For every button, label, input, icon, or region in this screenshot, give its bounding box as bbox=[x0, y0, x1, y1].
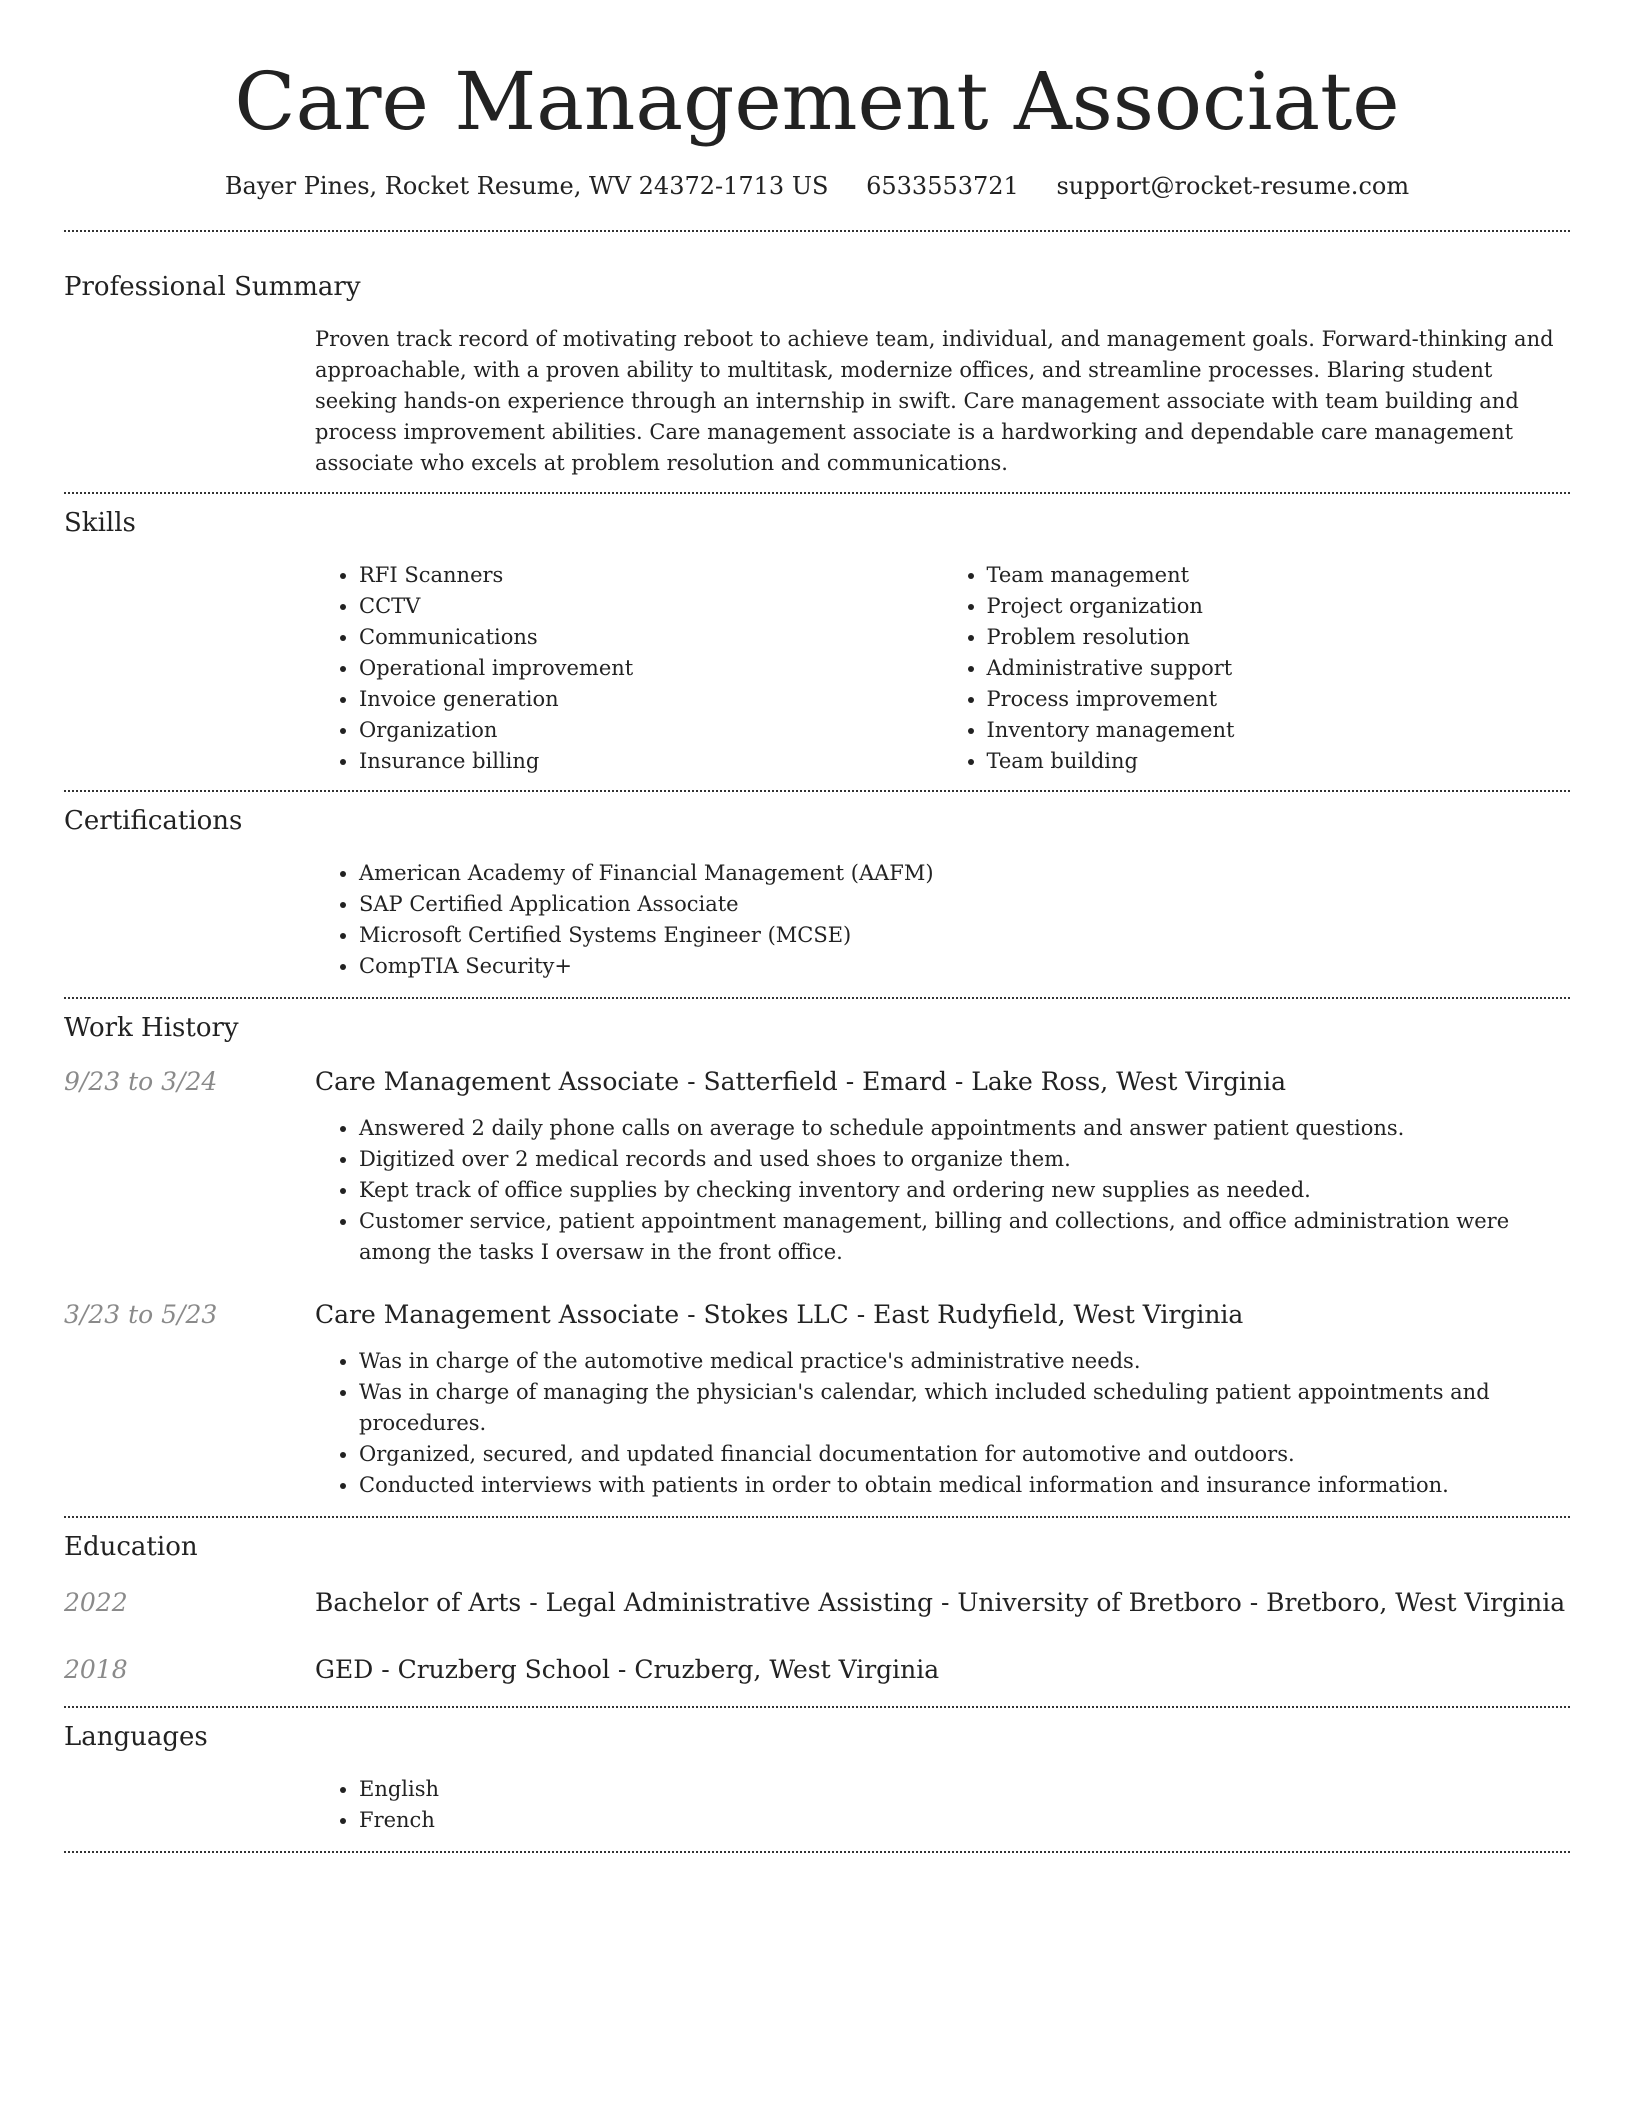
job-title: Care Management Associate - Satterfield - Emard - Lake Ross, West Virginia bbox=[315, 1067, 1286, 1096]
certifications-list bbox=[315, 858, 1570, 982]
skill-item: • Insurance billing bbox=[359, 746, 943, 777]
languages-section bbox=[64, 1708, 1570, 1836]
job-date: 3/23 to 5/23 bbox=[64, 1300, 218, 1329]
candidate-name: Care Management Associate bbox=[234, 55, 1400, 148]
skill-item: • Operational improvement bbox=[359, 653, 943, 684]
job-bullet: • Digitized over 2 medical records and used shoes to organize them. bbox=[359, 1144, 1570, 1175]
job-bullet: • Kept track of office supplies by checking inventory and ordering new supplies as needed. bbox=[359, 1175, 1570, 1206]
job-date: 9/23 to 3/24 bbox=[64, 1067, 218, 1096]
language-item: • English bbox=[359, 1774, 1570, 1805]
skill-item: • Team management bbox=[987, 560, 1571, 591]
skill-item: • Communications bbox=[359, 622, 943, 653]
section-title-education: Education bbox=[64, 1532, 198, 1562]
skills-grid bbox=[315, 560, 1570, 777]
job-bullet: • Was in charge of the automotive medical practice's administrative needs. bbox=[359, 1346, 1570, 1377]
skill-item: • CCTV bbox=[359, 591, 943, 622]
section-title-summary: Professional Summary bbox=[64, 272, 361, 302]
section-title-certifications: Certifications bbox=[64, 806, 243, 836]
language-item: • French bbox=[359, 1805, 1570, 1836]
job-bullet: • Answered 2 daily phone calls on average to schedule appointments and answer patient questions. bbox=[359, 1113, 1570, 1144]
education-title: GED - Cruzberg School - Cruzberg, West Virginia bbox=[315, 1655, 940, 1684]
job-bullet: • Customer service, patient appointment management, billing and collections, and office administration were among the tasks I oversaw in the front office. bbox=[359, 1206, 1570, 1268]
job-bullet: • Was in charge of managing the physician's calendar, which included scheduling patient appointments and procedures. bbox=[359, 1377, 1570, 1439]
contact-phone: 6533553721 bbox=[866, 172, 1019, 200]
skill-item: • Process improvement bbox=[987, 684, 1571, 715]
job-bullet: • Conducted interviews with patients in order to obtain medical information and insurance information. bbox=[359, 1470, 1570, 1501]
job-bullets bbox=[315, 1113, 1570, 1268]
languages-list bbox=[315, 1774, 1570, 1836]
education-section bbox=[64, 1518, 1570, 1687]
job-bullet: • Organized, secured, and updated financial documentation for automotive and outdoors. bbox=[359, 1439, 1570, 1470]
skills-list-left bbox=[315, 560, 943, 777]
section-title-work: Work History bbox=[64, 1013, 239, 1043]
skill-item: • Project organization bbox=[987, 591, 1571, 622]
job-bullets bbox=[315, 1346, 1570, 1501]
work-section bbox=[64, 999, 1570, 1501]
divider bbox=[64, 1851, 1570, 1853]
summary-section bbox=[64, 232, 1570, 479]
contact-line bbox=[64, 170, 1570, 202]
skill-item: • RFI Scanners bbox=[359, 560, 943, 591]
contact-address: Bayer Pines, Rocket Resume, WV 24372-1713 US bbox=[224, 172, 829, 200]
certification-item: • American Academy of Financial Management (AAFM) bbox=[359, 858, 1570, 889]
certification-item: • CompTIA Security+ bbox=[359, 951, 1570, 982]
job-title: Care Management Associate - Stokes LLC - East Rudyfield, West Virginia bbox=[315, 1300, 1244, 1329]
skills-section bbox=[64, 494, 1570, 777]
job-entry bbox=[64, 1065, 1570, 1268]
education-entry bbox=[64, 1653, 1570, 1687]
skill-item: • Problem resolution bbox=[987, 622, 1571, 653]
skill-item: • Organization bbox=[359, 715, 943, 746]
skills-list-right bbox=[943, 560, 1571, 777]
education-date: 2018 bbox=[64, 1655, 128, 1684]
summary-text: Proven track record of motivating reboot to achieve team, individual, and management goals. Forward-thinking and approachable, with a proven ability to multitask, modernize offices, and streamline processes. Blaring student seeking hands-on experience through an internship in swift. Care management associate with team building and process improvement abilities. Care management associate is a hardworking and dependable care management associate who excels at problem resolution and communications. bbox=[315, 327, 1554, 475]
resume-page bbox=[64, 0, 1570, 1853]
contact-email: support@rocket-resume.com bbox=[1056, 172, 1410, 200]
education-title: Bachelor of Arts - Legal Administrative Assisting - University of Bretboro - Bretboro, West Virginia bbox=[315, 1588, 1566, 1617]
section-title-skills: Skills bbox=[64, 508, 136, 538]
certifications-section bbox=[64, 792, 1570, 982]
skill-item: • Team building bbox=[987, 746, 1571, 777]
skill-item: • Administrative support bbox=[987, 653, 1571, 684]
certification-item: • SAP Certified Application Associate bbox=[359, 889, 1570, 920]
education-entry bbox=[64, 1586, 1570, 1620]
skill-item: • Invoice generation bbox=[359, 684, 943, 715]
skill-item: • Inventory management bbox=[987, 715, 1571, 746]
section-title-languages: Languages bbox=[64, 1722, 208, 1752]
education-date: 2022 bbox=[64, 1588, 128, 1617]
certification-item: • Microsoft Certified Systems Engineer (MCSE) bbox=[359, 920, 1570, 951]
job-entry bbox=[64, 1298, 1570, 1501]
